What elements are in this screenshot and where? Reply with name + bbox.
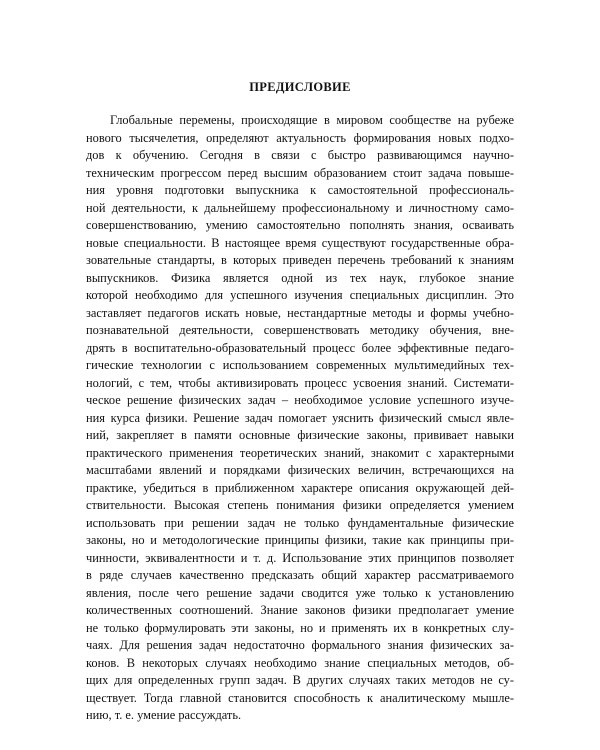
text-line: Глобальные перемены, происходящие в мировом сообществе на рубеже	[110, 113, 514, 127]
text-line: практике, убедиться в приближенном характере описания окружающей дей-	[86, 480, 514, 495]
text-line: познавательной деятельности, совершенствовать методику обучения, вне-	[86, 323, 514, 337]
text-line: конов. В некоторых случаях необходимо знание специальных методов, об-	[86, 655, 514, 670]
text-line: нологий, с тем, чтобы активизировать процесс усвоения знаний. Системати-	[86, 375, 514, 390]
preface-paragraph	[86, 112, 514, 725]
text-line: количественных соотношений. Знание законов физики предполагает умение	[86, 603, 514, 617]
text-line: ществует. Тогда главной становится способность к аналитическому мышле-	[86, 690, 514, 705]
text-line: которой необходимо для успешного изучения специальных дисциплин. Это	[86, 288, 514, 302]
text-line: ствительности. Высокая степень понимания физики определяется умением	[86, 498, 514, 512]
text-line: нию, т. е. умение рассуждать.	[86, 708, 242, 722]
text-line: явления, после чего решение задачи сводится уже только к установлению	[86, 585, 514, 600]
text-line: ния уровня подготовки выпускника к самостоятельной профессиональ-	[86, 183, 514, 197]
text-line: техническим прогрессом перед высшим образованием стоит задача повыше-	[86, 165, 514, 180]
text-line: ний, закрепляет в памяти основные физические законы, прививает навыки	[86, 428, 514, 442]
text-line: ческое решение физических задач – необходимое условие успешного изуче-	[86, 393, 514, 407]
text-line: ной деятельности, к дальнейшему профессиональному и личностному само-	[86, 200, 514, 215]
text-line: не только формулировать эти законы, но и применять их в конкретных слу-	[86, 620, 514, 635]
text-line: выпускников. Физика является одной из тех наук, глубокое знание	[86, 270, 514, 285]
text-line: законы, но и методологические принципы физики, такие как принципы при-	[86, 533, 514, 547]
text-line: заставляет педагогов искать новые, нестандартные методы и формы учебно-	[86, 305, 514, 320]
text-line: зовательные стандарты, в которых приведен перечень требований к знаниям	[86, 253, 514, 267]
text-line: дрять в воспитательно-образовательный процесс более эффективные педаго-	[86, 340, 514, 355]
text-line: практического применения теоретических знаний, знакомит с характерными	[86, 445, 514, 460]
text-line: совершенствованию, умению самостоятельно пополнять знания, осваивать	[86, 218, 514, 232]
text-line: чинности, эквивалентности и т. д. Использование этих принципов позволяет	[86, 550, 514, 565]
text-line: дов к обучению. Сегодня в связи с быстро развивающимся научно-	[86, 148, 514, 162]
text-line: чаях. Для решения задач недостаточно формального знания физических за-	[86, 638, 514, 652]
text-line: ния курса физики. Решение задач помогает уяснить физический смысл явле-	[86, 410, 514, 425]
text-line: нового тысячелетия, определяют актуальность формирования новых подхо-	[86, 130, 514, 145]
text-line: щих для определенных групп задач. В других случаях таких методов не су-	[86, 673, 514, 687]
page-title: ПРЕДИСЛОВИЕ	[249, 80, 351, 94]
text-line: новые специальности. В настоящее время существуют государственные обра-	[86, 235, 514, 250]
text-line: использовать при решении задач не только фундаментальные физические	[86, 515, 514, 530]
text-line: в ряде случаев качественно предсказать общий характер рассматриваемого	[86, 568, 514, 582]
text-line: масштабами явлений и порядками физических величин, встречающихся на	[86, 463, 514, 477]
text-line: гические технологии с использованием современных мультимедийных тех-	[86, 358, 514, 372]
